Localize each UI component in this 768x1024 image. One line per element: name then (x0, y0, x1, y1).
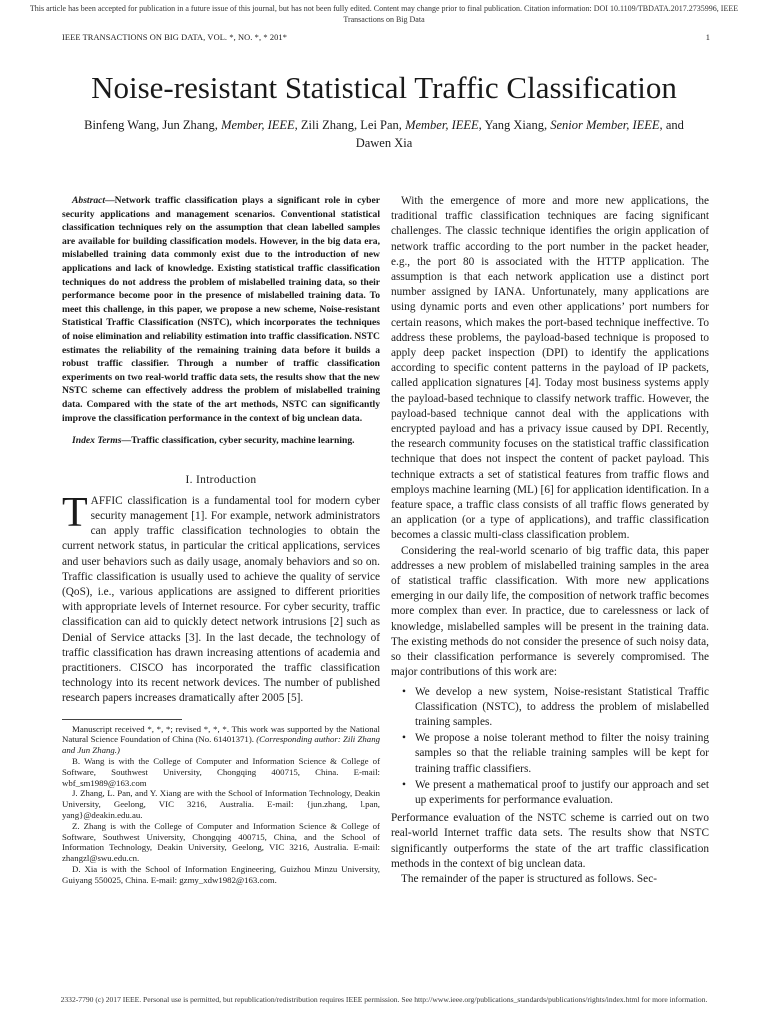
intro-paragraph (62, 489, 380, 707)
author-membership-senior: Senior Member, IEEE, (550, 118, 663, 132)
footnote-zili: Z. Zhang is with the College of Computer and Information Science & College of Software, Southwest University, Chongqing 400715, China, and the School of Information Technology, Deakin University, Geelong, VIC 3216, Australia. E-mail: zhangzl@swu.edu.cn. (62, 820, 380, 864)
list-item (391, 685, 709, 731)
abstract-text: —Network traffic classification plays a significant role in cyber security applications and management scenarios. Conventional statistical classification techniques rely on the assumption that clean labelled samples are available for building classification models. However, in the big data era, mislabelled training data commonly exist due to the introduction of new applications and lack of knowledge. Existing statistical traffic classification techniques do not address the problem of mislabelled training data, so their performance become poor in the presence of mislabelled training data. To meet this challenge, in this paper, we propose a new scheme, Noise-resistant Statistical Traffic Classification (NSTC), which incorporates the techniques of noise elimination and reliability estimation into traffic classification. NSTC estimates the reliability of the remaining training data before it builds a robust traffic classifier. Through a number of traffic classification experiments on two real-world traffic data sets, the results show that the new NSTC scheme can effectively address the problem of mislabelled training data. Compared with the state of the art methods, NSTC can significantly improve the classification performance in the context of big unclean data. (62, 195, 380, 424)
author-membership-2: Member, IEEE, (405, 118, 482, 132)
footnote-corresponding: (Corresponding author: Zili Zhang and Jun Zhang.) (62, 734, 380, 756)
page-number: 1 (705, 33, 710, 42)
index-terms-label: Index Terms (72, 435, 122, 447)
authors-part-1: Binfeng Wang, Jun Zhang, (84, 118, 222, 132)
contributions-list (391, 685, 709, 809)
abstract-label: Abstract (72, 195, 106, 206)
paragraph-emergence: With the emergence of more and more new applications, the traditional traffic classification techniques are facing significant challenges. The classic technique identifies the origin application of network traffic according to the port number in the packet header, e.g., the port 80 is associated with the HTTP application. The assumption is that each network application use a distinct port number assigned by IANA. Unfortunately, many applications are using dynamic ports and even other applications’ port numbers for certain reasons, which makes the port-based technique ineffective. To address these problems, the payload-based technique is proposed to apply deep packet inspection (DPI) to identify the applications according to specific content patterns in the payload of IP packets, called application signatures [4]. Today most business systems apply the payload-based technique to classify network traffic. However, the payload-based technique cannot deal with the applications with encrypted payload and has a privacy issue caused by DPI. Recently, the research community focuses on the statistical traffic classification technique that does not inspect the content of packet payload. This technique extracts a set of statistical features from traffic flows and employs machine learning (ML) [6] for application identification. In a feature space, a traffic class consists of all traffic flows generated by an application (or a type of applications), and traffic classification becomes a classic multi-class classification problem. (391, 195, 709, 542)
bullet-icon: • (402, 732, 406, 745)
paragraph-remainder: The remainder of the paper is structured as follows. Sec- (401, 872, 657, 885)
paper-title: Noise-resistant Statistical Traffic Classification (91, 70, 677, 105)
footnote-manuscript-text: Manuscript received *, *, *; revised *, *, *. This work was supported by the National Natural Science Foundation of China (No. 61401371). (62, 723, 380, 745)
authors-part-4: and Dawen Xia (355, 118, 684, 150)
paragraph-big-data: Considering the real-world scenario of big traffic data, this paper addresses a new problem of mislabelled training samples in the area of statistical traffic classification. With more new applications emerging in our daily life, the composition of network traffic becomes more complex than ever. In practice, due to carelessness or lack of knowledge, mislabelled samples will be present in the training data. The existing methods do not consider the presence of such noisy data, so their classification performance is severely compromised. The major contributions of this work are: (391, 544, 710, 679)
index-terms (62, 434, 380, 448)
intro-text: classification is a fundamental tool for modern cyber security management [1]. For example, network administrators can apply traffic classification technologies to obtain the current network status, in particular the critical applications, services and user behaviors such as daily usage, anomaly behaviors and so on. Traffic classification is usually used to achieve the quality of service (QoS), i.e., various applications are assigned to different priorities with appropriate levels of Internet resource. For cyber security, traffic classification can aid to quickly detect network intrusions [2] such as Denial of Service attacks [3]. In the last decade, the technology of traffic classification has drawn increasing attentions of academia and practitioners. CISCO has incorporated the traffic classification technology into its recent network devices. The number of published research papers increases dramatically after 2005 [5]. (62, 494, 380, 705)
paragraph-evaluation: Performance evaluation of the NSTC scheme is carried out on two real-world Internet traffic data sets. The results show that NSTC significantly outperforms the state of the art traffic classification methods in the context of big unclean data. (391, 812, 709, 870)
footnote-zhang: J. Zhang, L. Pan, and Y. Xiang are with the School of Information Technology, Deakin University, Geelong, VIC 3216, Australia. E-mail: {jun.zhang, l.pan, yang}@deakin.edu.au. (62, 788, 380, 820)
section-heading-introduction: I. Introduction (185, 473, 257, 486)
list-item (391, 731, 709, 777)
bullet-icon: • (402, 778, 406, 791)
footnotes (62, 724, 380, 886)
contribution-text: We propose a noise tolerant method to filter the noisy training samples so that the reliable training samples will be kept for training traffic classifiers. (415, 732, 709, 775)
right-column (391, 194, 709, 887)
journal-info: IEEE TRANSACTIONS ON BIG DATA, VOL. *, NO. *, * 201* (62, 33, 287, 42)
list-item (391, 778, 709, 808)
footnote-divider (62, 719, 182, 720)
footnote-wang: B. Wang is with the College of Computer and Information Science & College of Software, Southwest University, Chongqing 400715, China. E-mail: wbf_sm1989@163.com (62, 755, 380, 788)
footnote-manuscript (62, 724, 380, 756)
contribution-text: We present a mathematical proof to justify our approach and set up experiments for performance evaluation. (415, 778, 709, 806)
abstract (62, 194, 380, 425)
authors-part-2: Zili Zhang, Lei Pan, (297, 118, 406, 132)
contribution-text: We develop a new system, Noise-resistant Statistical Traffic Classification (NSTC), to address the problem of mislabelled training samples. (415, 685, 709, 728)
intro-capword: AFFIC (90, 494, 123, 507)
author-list (70, 116, 698, 152)
copyright-footer: 2332-7790 (c) 2017 IEEE. Personal use is permitted, but republication/redistribution requires IEEE permission. See http://www.ieee.org/publications_standards/publications/rights/index.html for more information. (60, 995, 708, 1004)
index-terms-text: —Traffic classification, cyber security, machine learning. (121, 435, 355, 447)
publication-notice: This article has been accepted for publication in a future issue of this journal, but has not been fully edited. Content may change prior to final publication. Citation information: DOI 10.1109/TBDATA.2017.2735996, IEEE Transactions on Big Data (29, 4, 739, 24)
left-column (62, 194, 380, 885)
drop-cap: T (62, 489, 88, 536)
author-membership-1: Member, IEEE, (221, 118, 298, 132)
authors-part-3: Yang Xiang, (481, 118, 551, 132)
bullet-icon: • (402, 685, 406, 698)
running-header (62, 33, 710, 42)
footnote-xia: D. Xia is with the School of Information Engineering, Guizhou Minzu University, Guiyang 550025, China. E-mail: gzmy_xdw1982@163.com. (62, 863, 380, 885)
